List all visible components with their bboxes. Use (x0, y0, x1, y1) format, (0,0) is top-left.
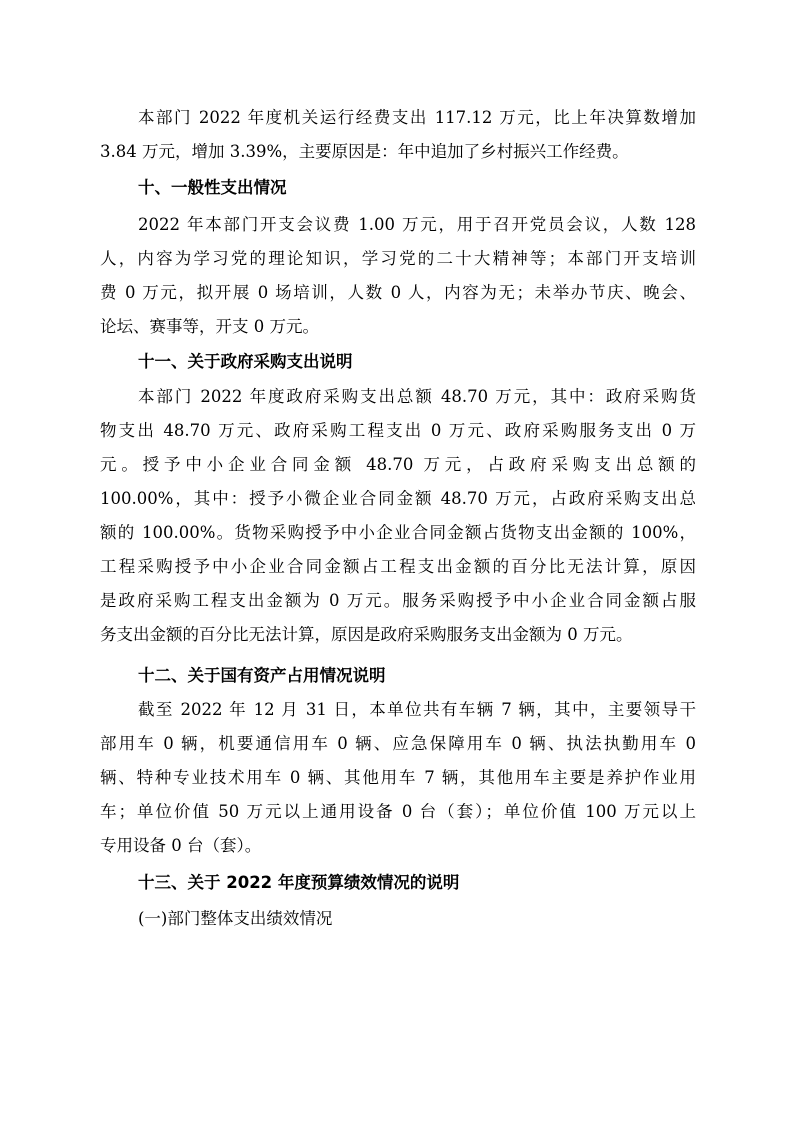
section-heading-13: 十三、关于 2022 年度预算绩效情况的说明 (138, 873, 460, 892)
text-line: 额的 100.00%。货物采购授予中小企业合同金额占货物支出金额的 100%， (100, 523, 696, 542)
procurement-paragraph (100, 380, 696, 652)
text-line: 辆、特种专业技术用车 0 辆、其他用车 7 辆，其他用车主要是养护作业用 (100, 768, 696, 787)
general-expense-paragraph (100, 208, 696, 344)
text-line: 2022 年本部门开支会议费 1.00 万元，用于召开党员会议，人数 128 (138, 215, 696, 234)
text-line: 本部门 2022 年度政府采购支出总额 48.70 万元，其中：政府采购货 (138, 387, 696, 406)
text-line: 部用车 0 辆，机要通信用车 0 辆、应急保障用车 0 辆、执法执勤用车 0 (100, 734, 696, 753)
running-cost-paragraph (100, 101, 696, 169)
section-heading-10: 十、一般性支出情况 (138, 178, 287, 197)
text-line: 专用设备 0 台（套）。 (100, 836, 262, 855)
text-line: 费 0 万元，拟开展 0 场培训，人数 0 人，内容为无；未举办节庆、晚会、 (100, 283, 696, 302)
text-line: 人，内容为学习党的理论知识，学习党的二十大精神等；本部门开支培训 (100, 249, 696, 268)
text-line: 务支出金额的百分比无法计算，原因是政府采购服务支出金额为 0 万元。 (100, 625, 633, 644)
text-line: 论坛、赛事等，开支 0 万元。 (100, 317, 319, 336)
subsection-heading-1: (一)部门整体支出绩效情况 (138, 909, 333, 928)
text-line: 工程采购授予中小企业合同金额占工程支出金额的百分比无法计算，原因 (100, 557, 696, 576)
text-line: 100.00%，其中：授予小微企业合同金额 48.70 万元，占政府采购支出总 (100, 489, 696, 508)
section-heading-11: 十一、关于政府采购支出说明 (138, 352, 353, 371)
text-line: 3.84 万元，增加 3.39%，主要原因是：年中追加了乡村振兴工作经费。 (100, 142, 629, 161)
text-line: 元。授予中小企业合同金额 48.70 万元，占政府采购支出总额的 (100, 455, 696, 474)
text-line: 截至 2022 年 12 月 31 日，本单位共有车辆 7 辆，其中，主要领导干 (138, 700, 696, 719)
text-line: 物支出 48.70 万元、政府采购工程支出 0 万元、政府采购服务支出 0 万 (100, 421, 696, 440)
text-line: 车；单位价值 50 万元以上通用设备 0 台（套）；单位价值 100 万元以上 (100, 802, 696, 821)
assets-paragraph (100, 693, 696, 863)
section-heading-12: 十二、关于国有资产占用情况说明 (138, 666, 386, 685)
text-line: 是政府采购工程支出金额为 0 万元。服务采购授予中小企业合同金额占服 (100, 591, 696, 610)
text-line: 本部门 2022 年度机关运行经费支出 117.12 万元，比上年决算数增加 (138, 108, 696, 127)
